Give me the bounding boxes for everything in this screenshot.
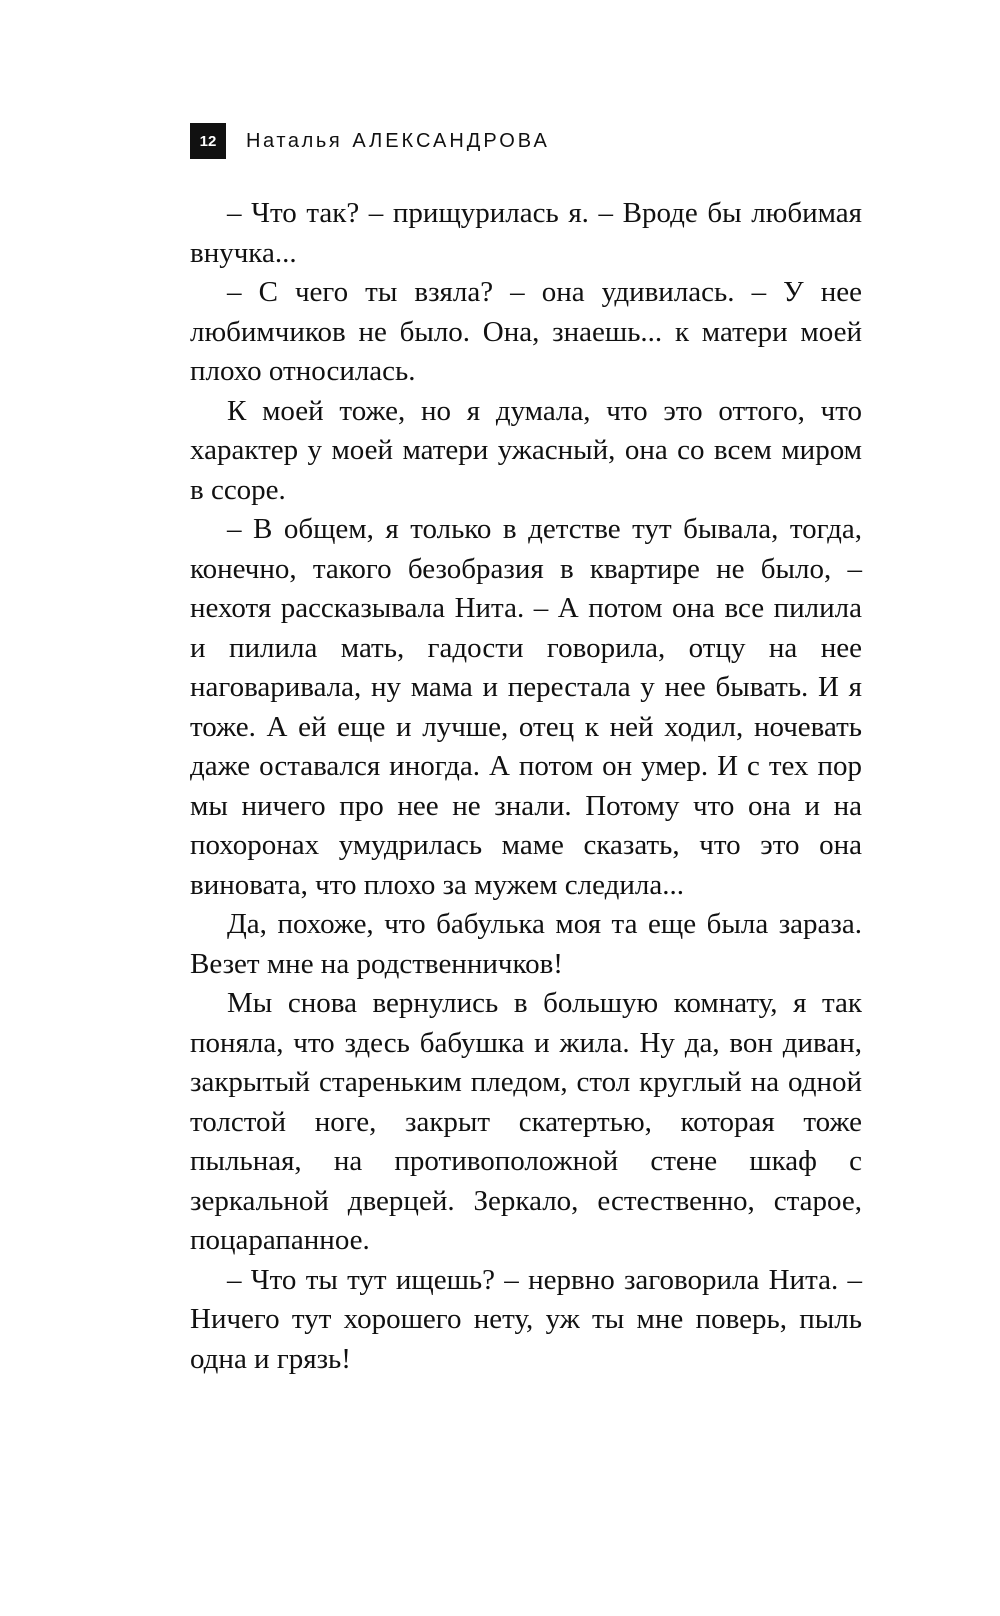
author-last-name: АЛЕКСАНДРОВА bbox=[352, 129, 550, 152]
paragraph: К моей тоже, но я думала, что это оттого, что характер у моей матери ужасный, она со всем миром в ссоре. bbox=[190, 394, 862, 506]
paragraph: – Что ты тут ищешь? – нервно заговорила Нита. – Ничего тут хорошего нету, уж ты мне поверь, пыль одна и грязь! bbox=[190, 1263, 862, 1375]
paragraph: Да, похоже, что бабулька моя та еще была зараза. Везет мне на родственничков! bbox=[190, 908, 862, 980]
running-header bbox=[190, 121, 550, 161]
paragraph: – В общем, я только в детстве тут бывала, тогда, конечно, такого безобразия в квартире не было, – нехотя рассказывала Нита. – А потом она все пилила и пилила мать, гадости говорила, отцу на нее наговаривала, ну мама и перестала у нее бывать. И я тоже. А ей еще и лучше, отец к ней ходил, ночевать даже оставался иногда. А потом он умер. И с тех пор мы ничего про нее не знали. Потому что она и на похоронах умудрилась маме сказать, что это она виновата, что плохо за мужем следила... bbox=[190, 513, 862, 901]
page-number: 12 bbox=[190, 123, 226, 159]
paragraph: Мы снова вернулись в большую комнату, я так поняла, что здесь бабушка и жила. Ну да, вон диван, закрытый стареньким пледом, стол круглый на одной толстой ноге, закрыт скатертью, которая тоже пыльная, на противоположной стене шкаф с зеркальной дверцей. Зеркало, естественно, старое, поцарапанное. bbox=[190, 987, 862, 1256]
paragraph: – С чего ты взяла? – она удивилась. – У нее любимчиков не было. Она, знаешь... к матери моей плохо относилась. bbox=[190, 276, 862, 387]
author-first-name: Наталья bbox=[246, 129, 343, 152]
running-head-author bbox=[246, 130, 550, 153]
body-text bbox=[190, 194, 862, 1379]
paragraph: – Что так? – прищурилась я. – Вроде бы любимая внучка... bbox=[190, 197, 862, 269]
